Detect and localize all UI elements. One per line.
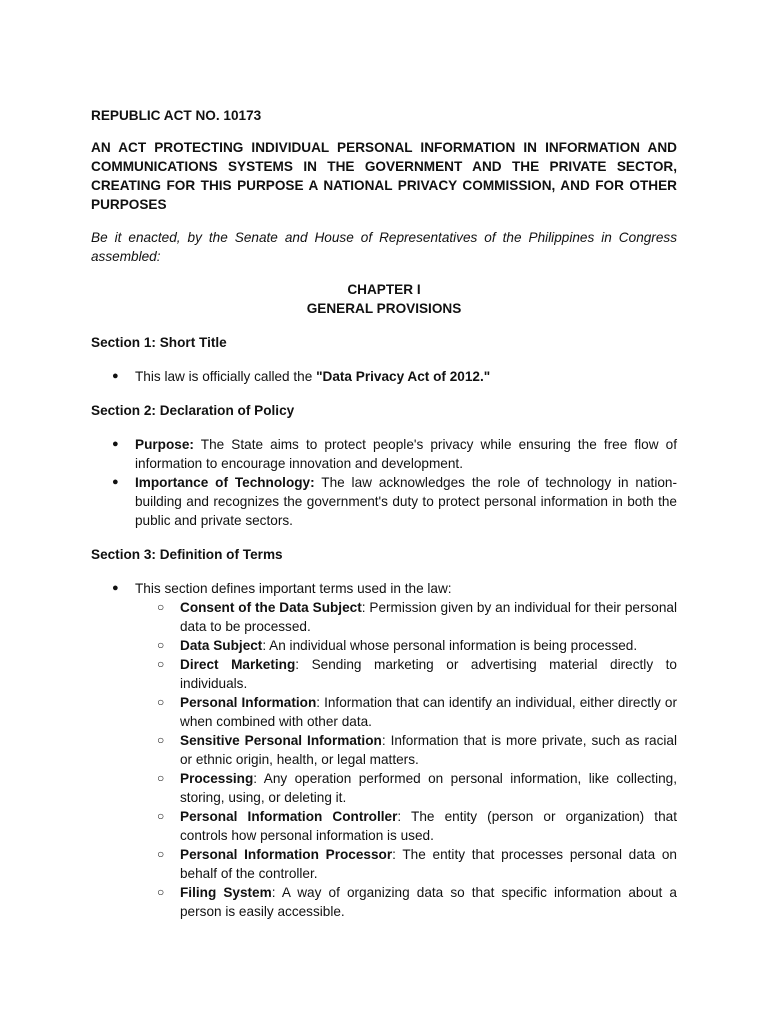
section-2-heading: Section 2: Declaration of Policy [91,403,295,418]
definition-item [135,693,677,731]
bullet-icon: ● [112,370,119,382]
chapter-number: CHAPTER I [347,282,421,297]
section-3-list [91,579,677,921]
list-item [91,367,677,386]
section-3-heading: Section 3: Definition of Terms [91,547,283,562]
definition-term: Consent of the Data Subject [180,600,362,615]
policy-text: The State aims to protect people's privacy while ensuring the free flow of information to encourage innovation and development. [135,437,677,471]
list-item [91,435,677,473]
definition-text: : Information that is more private, such as racial or ethnic origin, health, or legal matters. [180,733,677,767]
bullet-icon: ● [112,476,119,488]
circle-bullet-icon: ○ [157,771,165,785]
policy-term: Purpose: [135,437,194,452]
policy-text: The law acknowledges the role of technology in nation-building and recognizes the government's duty to protect personal information in both the public and private sectors. [135,475,677,528]
list-item-text: This law is officially called the [135,369,317,384]
section-1-list [91,367,677,386]
circle-bullet-icon: ○ [157,657,165,671]
document-page [91,106,677,936]
definition-text: : Sending marketing or advertising material directly to individuals. [180,657,677,691]
policy-term: Importance of Technology: [135,475,315,490]
definition-term: Direct Marketing [180,657,296,672]
definition-term: Filing System [180,885,272,900]
act-number: REPUBLIC ACT NO. 10173 [91,108,262,123]
definition-item [135,636,677,655]
section-3-intro: This section defines important terms used in the law: [135,581,452,596]
circle-bullet-icon: ○ [157,885,165,899]
definition-term: Processing [180,771,254,786]
circle-bullet-icon: ○ [157,733,165,747]
circle-bullet-icon: ○ [157,600,165,614]
circle-bullet-icon: ○ [157,695,165,709]
definition-item [135,731,677,769]
definitions-list [135,598,677,921]
definition-term: Data Subject [180,638,263,653]
section-1-heading: Section 1: Short Title [91,335,227,350]
definition-term: Personal Information Processor [180,847,393,862]
bullet-icon: ● [112,582,119,594]
definition-item [135,598,677,636]
list-item [91,473,677,530]
circle-bullet-icon: ○ [157,809,165,823]
act-title: AN ACT PROTECTING INDIVIDUAL PERSONAL INFORMATION IN INFORMATION AND COMMUNICATIONS SYSTEMS IN THE GOVERNMENT AND THE PRIVATE SECTOR, CREATING FOR THIS PURPOSE A NATIONAL PRIVACY COMMISSION, AND FOR OTHER PURPOSES [91,140,677,212]
definition-item [135,655,677,693]
chapter-title: GENERAL PROVISIONS [306,301,462,316]
bullet-icon: ● [112,438,119,450]
definition-text: : Information that can identify an individual, either directly or when combined with other data. [180,695,677,729]
list-item [91,579,677,921]
definition-text: : Permission given by an individual for their personal data to be processed. [180,600,677,634]
definition-item [135,883,677,921]
definition-text: : An individual whose personal information is being processed. [262,638,638,653]
definition-term: Sensitive Personal Information [180,733,382,748]
definition-term: Personal Information [180,695,317,710]
act-short-title: "Data Privacy Act of 2012." [316,369,491,384]
definition-text: : The entity that processes personal data on behalf of the controller. [180,847,677,881]
circle-bullet-icon: ○ [157,638,165,652]
definition-text: : Any operation performed on personal information, like collecting, storing, using, or deleting it. [180,771,677,805]
definition-item [135,769,677,807]
definition-text: : A way of organizing data so that specific information about a person is easily accessible. [180,885,677,919]
section-2-list [91,435,677,530]
definition-text: : The entity (person or organization) that controls how personal information is used. [180,809,677,843]
definition-item [135,845,677,883]
circle-bullet-icon: ○ [157,847,165,861]
chapter-header [91,280,677,318]
definition-term: Personal Information Controller [180,809,398,824]
definition-item [135,807,677,845]
enacting-clause: Be it enacted, by the Senate and House of Representatives of the Philippines in Congress assembled: [91,230,677,264]
